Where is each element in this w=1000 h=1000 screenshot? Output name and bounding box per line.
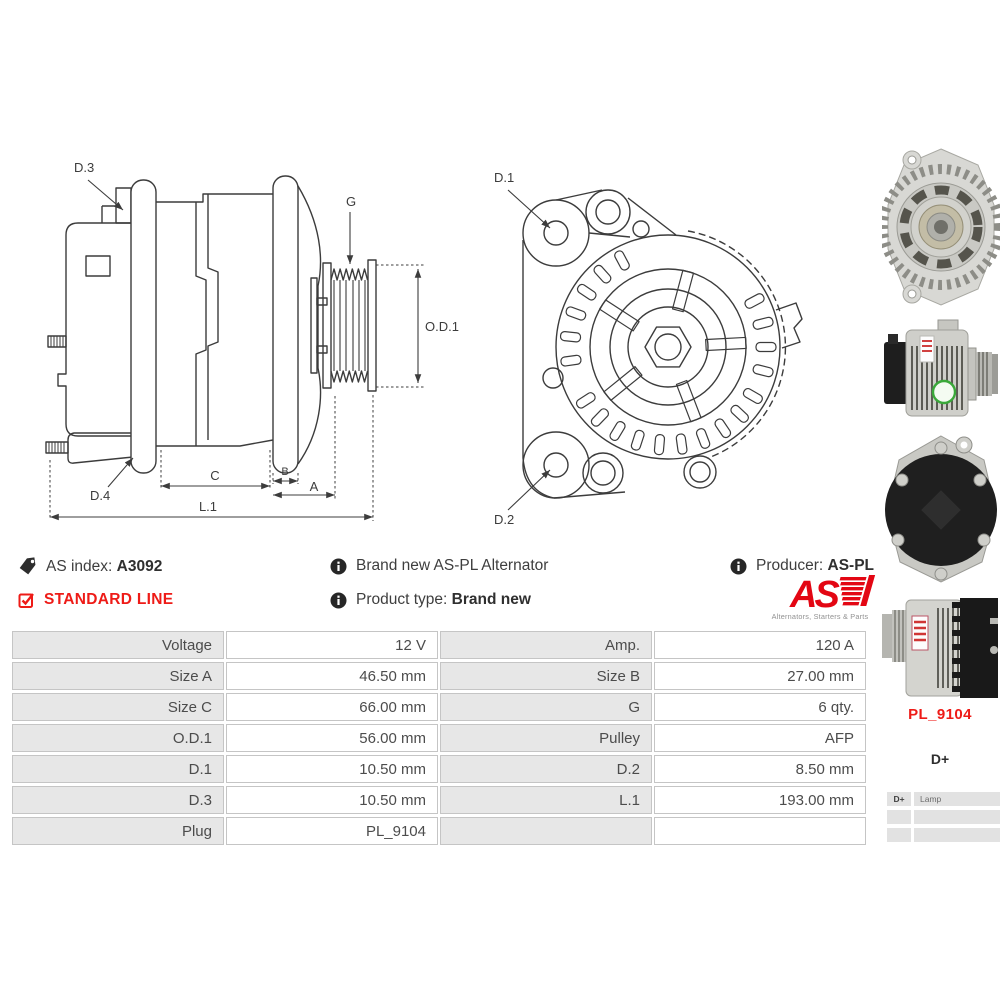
spec-value: 8.50 mm bbox=[654, 755, 866, 783]
product-photo-side-view-2 bbox=[882, 588, 1000, 710]
dim-label-d1: D.1 bbox=[494, 170, 515, 185]
logo-text: AS bbox=[790, 574, 837, 616]
diagram-front-view bbox=[480, 140, 880, 560]
as-pl-logo bbox=[764, 572, 876, 622]
dim-label-b: B bbox=[281, 466, 289, 478]
spec-label: O.D.1 bbox=[12, 724, 224, 752]
logo-tagline: Alternators, Starters & Parts bbox=[771, 612, 869, 621]
spec-label bbox=[440, 817, 652, 845]
standard-line-item bbox=[18, 591, 173, 609]
spec-label: Amp. bbox=[440, 631, 652, 659]
mini-table-empty-row bbox=[887, 828, 1000, 842]
dim-label-l1: L.1 bbox=[198, 499, 218, 514]
checked-checkbox-icon bbox=[18, 592, 35, 609]
spec-value: 46.50 mm bbox=[226, 662, 438, 690]
spec-value bbox=[654, 817, 866, 845]
spec-value: 12 V bbox=[226, 631, 438, 659]
mini-table-cell bbox=[914, 810, 1000, 824]
dim-label-d2: D.2 bbox=[494, 512, 515, 527]
spec-value: AFP bbox=[654, 724, 866, 752]
spec-value: 27.00 mm bbox=[654, 662, 866, 690]
as-index-item bbox=[18, 557, 162, 576]
table-row bbox=[12, 786, 866, 814]
spec-value: 10.50 mm bbox=[226, 755, 438, 783]
info-icon bbox=[330, 592, 347, 609]
spec-table bbox=[10, 628, 868, 848]
product-type-text bbox=[356, 591, 531, 609]
spec-value: 10.50 mm bbox=[226, 786, 438, 814]
spec-label: Voltage bbox=[12, 631, 224, 659]
producer-label: Producer: bbox=[756, 557, 824, 574]
dim-label-d3: D.3 bbox=[74, 160, 95, 175]
spec-value: 193.00 mm bbox=[654, 786, 866, 814]
mini-table-cell bbox=[914, 828, 1000, 842]
spec-value: 66.00 mm bbox=[226, 693, 438, 721]
spec-label: Pulley bbox=[440, 724, 652, 752]
info-icon bbox=[330, 558, 347, 575]
spec-value: 56.00 mm bbox=[226, 724, 438, 752]
terminal-label: D+ bbox=[930, 751, 950, 767]
as-index-label: AS index: bbox=[46, 557, 113, 575]
plug-code: PL_9104 bbox=[908, 706, 972, 723]
table-row bbox=[12, 817, 866, 845]
mini-table-header-row bbox=[887, 792, 1000, 806]
producer-value: AS-PL bbox=[827, 557, 875, 574]
description-item bbox=[330, 557, 548, 575]
dim-label-g: G bbox=[346, 194, 357, 209]
product-type-value: Brand new bbox=[451, 591, 531, 608]
product-photo-front-view bbox=[882, 143, 1000, 311]
spec-value: PL_9104 bbox=[226, 817, 438, 845]
connector-mini-table bbox=[887, 792, 1000, 846]
as-index-value: A3092 bbox=[116, 557, 163, 575]
spec-label: G bbox=[440, 693, 652, 721]
table-row bbox=[12, 631, 866, 659]
standard-line-badge: STANDARD LINE bbox=[44, 591, 174, 608]
info-icon bbox=[730, 558, 747, 575]
mini-table-empty-row bbox=[887, 810, 1000, 824]
product-photo-side-view bbox=[882, 314, 1000, 429]
product-type-label: Product type: bbox=[356, 591, 448, 608]
spec-label: Size B bbox=[440, 662, 652, 690]
spec-value: 120 A bbox=[654, 631, 866, 659]
product-type-item bbox=[330, 591, 531, 609]
dim-label-od1: O.D.1 bbox=[425, 319, 459, 334]
spec-label: Size A bbox=[12, 662, 224, 690]
diagram-side-view bbox=[28, 128, 468, 548]
mini-table-cell bbox=[887, 828, 911, 842]
mini-table-cell bbox=[887, 810, 911, 824]
table-row bbox=[12, 724, 866, 752]
spec-label: D.2 bbox=[440, 755, 652, 783]
table-row bbox=[12, 693, 866, 721]
mini-table-terminal-cell: D+ bbox=[887, 792, 911, 806]
table-row bbox=[12, 755, 866, 783]
spec-label: L.1 bbox=[440, 786, 652, 814]
spec-label: D.1 bbox=[12, 755, 224, 783]
table-row bbox=[12, 662, 866, 690]
dim-label-c: C bbox=[210, 468, 220, 483]
tag-icon bbox=[18, 557, 37, 576]
product-photo-rear-view bbox=[882, 432, 1000, 587]
mini-table-lamp-cell: Lamp bbox=[914, 792, 1000, 806]
dim-label-a: A bbox=[309, 479, 319, 494]
spec-value: 6 qty. bbox=[654, 693, 866, 721]
spec-label: D.3 bbox=[12, 786, 224, 814]
dim-label-d4: D.4 bbox=[90, 488, 111, 503]
spec-label: Size C bbox=[12, 693, 224, 721]
spec-label: Plug bbox=[12, 817, 224, 845]
as-index-text bbox=[46, 558, 162, 576]
description-text: Brand new AS-PL Alternator bbox=[356, 557, 549, 574]
